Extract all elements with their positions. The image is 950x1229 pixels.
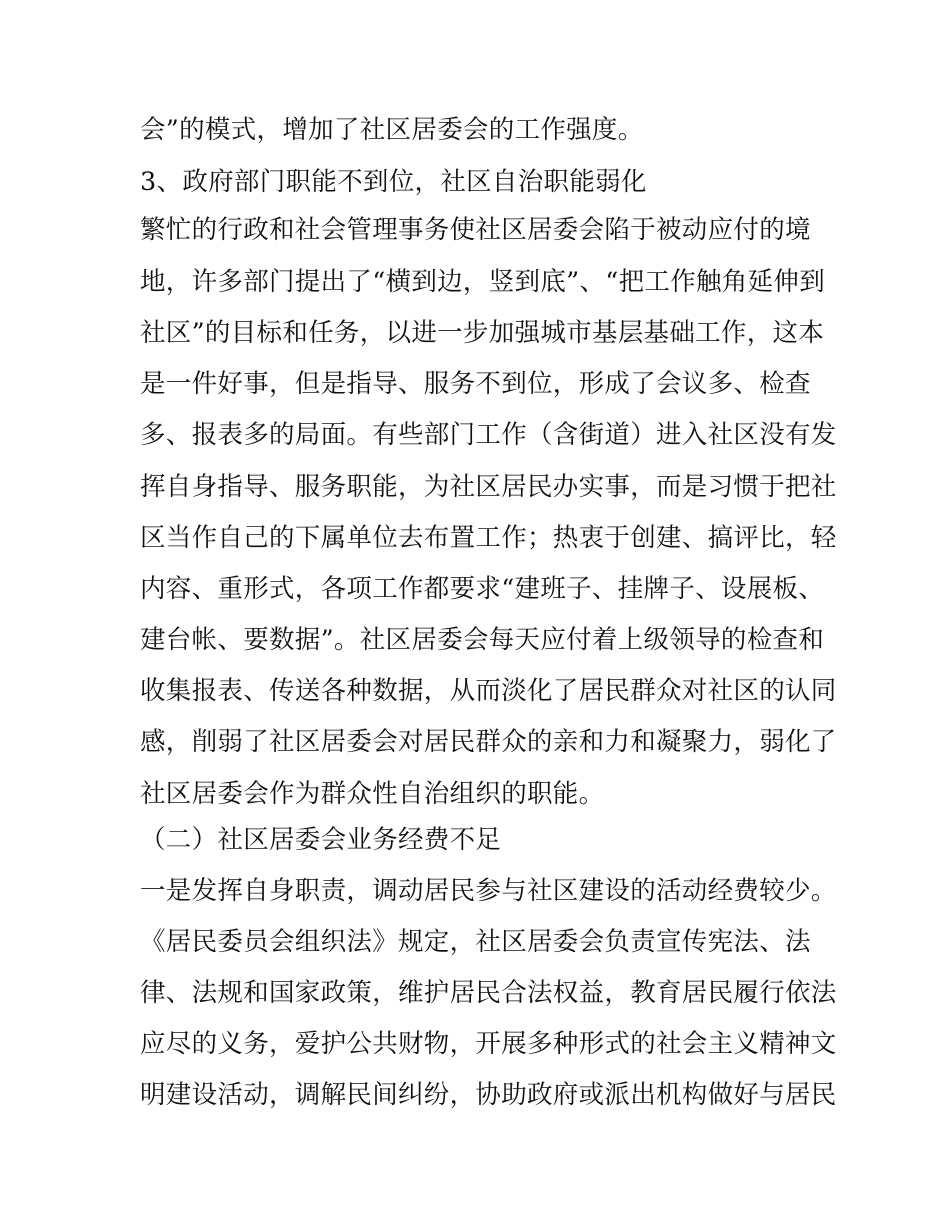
text-line: 一是发挥自身职责，调动居民参与社区建设的活动经费较少。 <box>140 876 837 906</box>
text-line: 建台帐、要数据”。社区居委会每天应付着上级领导的检查和 <box>140 625 825 655</box>
text-line: 社区”的目标和任务，以进一步加强城市基层基础工作，这本 <box>140 318 825 348</box>
text-line: 《居民委员会组织法》规定，社区居委会负责宣传宪法、法 <box>140 927 811 957</box>
text-line: 社区居委会作为群众性自治组织的职能。 <box>140 779 605 809</box>
text-line: 明建设活动，调解民间纠纷，协助政府或派出机构做好与居民 <box>140 1080 837 1110</box>
text-line: 是一件好事，但是指导、服务不到位，形成了会议多、检查 <box>140 369 811 399</box>
text-line: 内容、重形式，各项工作都要求“建班子、挂牌子、设展板、 <box>140 574 825 604</box>
text-line: 律、法规和国家政策，维护居民合法权益，教育居民履行依法 <box>140 978 837 1008</box>
section-heading: 3、政府部门职能不到位，社区自治职能弱化 <box>140 167 647 197</box>
text-line: 繁忙的行政和社会管理事务使社区居委会陷于被动应付的境 <box>140 215 811 245</box>
text-line: 多、报表多的局面。有些部门工作（含街道）进入社区没有发 <box>140 420 837 450</box>
text-line: 挥自身指导、服务职能，为社区居民办实事，而是习惯于把社 <box>140 472 837 502</box>
text-line: 区当作自己的下属单位去布置工作；热衷于创建、搞评比，轻 <box>140 523 837 553</box>
text-line: 应尽的义务，爱护公共财物，开展多种形式的社会主义精神文 <box>140 1029 837 1059</box>
section-heading: （二）社区居委会业务经费不足 <box>140 825 502 855</box>
text-line: 感，削弱了社区居委会对居民群众的亲和力和凝聚力，弱化了 <box>140 727 837 757</box>
text-line: 地，许多部门提出了“横到边，竖到底”、“把工作触角延伸到 <box>140 267 826 297</box>
text-line: 会”的模式，增加了社区居委会的工作强度。 <box>140 115 644 145</box>
text-line: 收集报表、传送各种数据，从而淡化了居民群众对社区的认同 <box>140 676 837 706</box>
